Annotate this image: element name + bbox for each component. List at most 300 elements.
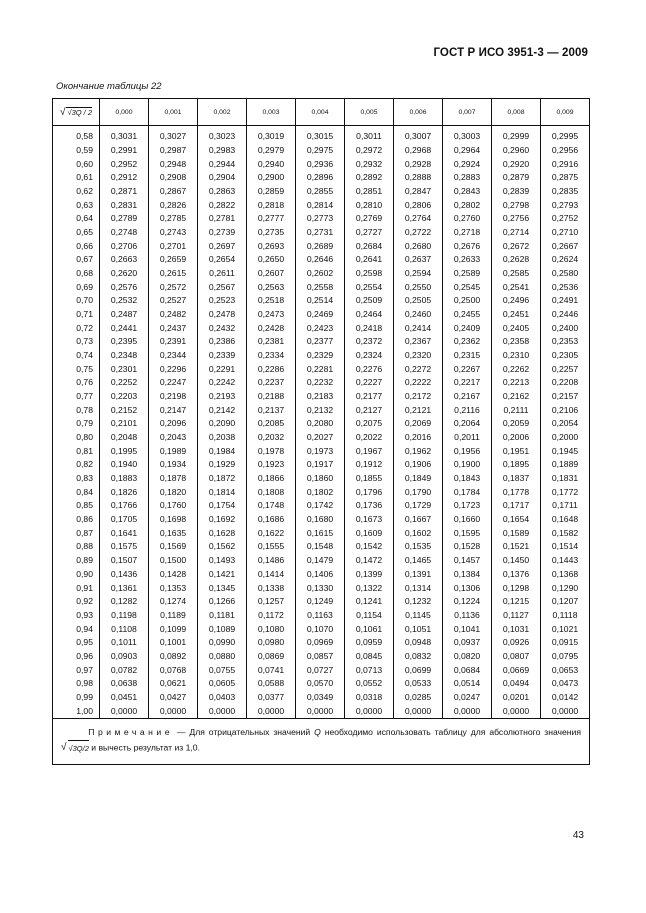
table-cell: 0,2637: [394, 253, 443, 267]
table-cell: 0,1080: [247, 622, 296, 636]
table-cell: 0,2059: [492, 417, 541, 431]
table-cell: 0,1736: [345, 499, 394, 513]
table-cell: 0,1241: [345, 595, 394, 609]
table-cell: 0,2111: [492, 403, 541, 417]
table-cell: 0,1051: [394, 622, 443, 636]
row-label: 0,73: [53, 335, 100, 349]
table-cell: 0,2701: [149, 239, 198, 253]
table-cell: 0,2022: [345, 431, 394, 445]
row-label: 0,96: [53, 650, 100, 664]
table-cell: 0,1257: [247, 595, 296, 609]
table-cell: 0,2080: [296, 417, 345, 431]
table-cell: 0,2315: [443, 349, 492, 363]
table-cell: 0,2987: [149, 144, 198, 158]
table-cell: 0,2418: [345, 321, 394, 335]
table-cell: 0,0247: [443, 691, 492, 705]
row-label: 0,83: [53, 472, 100, 486]
table-cell: 0,2855: [296, 185, 345, 199]
table-cell: 0,2509: [345, 294, 394, 308]
table-cell: 0,3015: [296, 130, 345, 144]
table-cell: 0,2532: [100, 294, 149, 308]
table-cell: 0,1895: [492, 458, 541, 472]
table-cell: 0,1967: [345, 444, 394, 458]
table-cell: 0,2064: [443, 417, 492, 431]
row-label: 0,79: [53, 417, 100, 431]
table-cell: 0,2764: [394, 212, 443, 226]
table-cell: 0,1031: [492, 622, 541, 636]
table-cell: 0,2460: [394, 308, 443, 322]
table-cell: 0,1021: [541, 622, 590, 636]
table-cell: 0,1189: [149, 609, 198, 623]
table-row: [53, 198, 590, 212]
table-cell: 0,2960: [492, 144, 541, 158]
table-cell: 0,2377: [296, 335, 345, 349]
table-cell: 0,2281: [296, 362, 345, 376]
table-cell: 0,2722: [394, 226, 443, 240]
row-label: 0,99: [53, 691, 100, 705]
table-cell: 0,2203: [100, 390, 149, 404]
table-cell: 0,1673: [345, 513, 394, 527]
table-cell: 0,2892: [345, 171, 394, 185]
table-cell: 0,2818: [247, 198, 296, 212]
table-cell: 0,1562: [198, 540, 247, 554]
table-cell: 0,1428: [149, 568, 198, 582]
table-cell: 0,2090: [198, 417, 247, 431]
document-standard-code: ГОСТ Р ИСО 3951-3 — 2009: [433, 47, 588, 59]
table-cell: 0,0684: [443, 663, 492, 677]
table-cell: 0,2781: [198, 212, 247, 226]
table-row: [53, 472, 590, 486]
table-cell: 0,0741: [247, 663, 296, 677]
table-cell: 0,2101: [100, 417, 149, 431]
table-cell: 0,2305: [541, 349, 590, 363]
table-cell: 0,0969: [296, 636, 345, 650]
radical-icon: √: [59, 106, 66, 118]
table-cell: 0,2301: [100, 362, 149, 376]
table-cell: 0,2500: [443, 294, 492, 308]
table-cell: 0,1784: [443, 485, 492, 499]
table-cell: 0,0990: [198, 636, 247, 650]
row-label: 0,71: [53, 308, 100, 322]
table-cell: 0,0926: [492, 636, 541, 650]
table-cell: 0,2400: [541, 321, 590, 335]
table-row: [53, 335, 590, 349]
table-cell: 0,2798: [492, 198, 541, 212]
table-cell: 0,2469: [296, 308, 345, 322]
table-cell: 0,0605: [198, 677, 247, 691]
table-cell: 0,2615: [149, 267, 198, 281]
table-cell: 0,1472: [345, 554, 394, 568]
table-cell: 0,1878: [149, 472, 198, 486]
table-cell: 0,1742: [296, 499, 345, 513]
table-row: [53, 171, 590, 185]
table-row: [53, 581, 590, 595]
row-label: 0,94: [53, 622, 100, 636]
table-cell: 0,0349: [296, 691, 345, 705]
table-cell: 0,1609: [345, 526, 394, 540]
table-cell: 0,2142: [198, 403, 247, 417]
table-cell: 0,2147: [149, 403, 198, 417]
table-cell: 0,1061: [345, 622, 394, 636]
table-cell: 0,2611: [198, 267, 247, 281]
table-cell: 0,0318: [345, 691, 394, 705]
table-row: [53, 431, 590, 445]
column-header: 0,007: [443, 99, 492, 126]
table-cell: 0,2806: [394, 198, 443, 212]
table-cell: 0,1521: [492, 540, 541, 554]
table-row: [53, 677, 590, 691]
row-label: 0,76: [53, 376, 100, 390]
table-cell: 0,2718: [443, 226, 492, 240]
table-cell: 0,2324: [345, 349, 394, 363]
table-cell: 0,2936: [296, 157, 345, 171]
table-row: [53, 212, 590, 226]
table-cell: 0,1826: [100, 485, 149, 499]
table-cell: 0,1306: [443, 581, 492, 595]
table-row: [53, 485, 590, 499]
table-cell: 0,2032: [247, 431, 296, 445]
note-text-part2: необходимо использовать таблицу для абсолютного значения: [320, 726, 581, 737]
table-cell: 0,1790: [394, 485, 443, 499]
table-cell: 0,2802: [443, 198, 492, 212]
table-cell: 0,1249: [296, 595, 345, 609]
table-cell: 0,2594: [394, 267, 443, 281]
table-cell: 0,2563: [247, 280, 296, 294]
table-cell: 0,0621: [149, 677, 198, 691]
row-label: 0,82: [53, 458, 100, 472]
table-cell: 0,0915: [541, 636, 590, 650]
row-label: 1,00: [53, 704, 100, 718]
table-cell: 0,2822: [198, 198, 247, 212]
table-cell: 0,2839: [492, 185, 541, 199]
table-cell: 0,2423: [296, 321, 345, 335]
table-cell: 0,2276: [345, 362, 394, 376]
table-cell: 0,2482: [149, 308, 198, 322]
table-cell: 0,1717: [492, 499, 541, 513]
table-cell: 0,2739: [198, 226, 247, 240]
table-cell: 0,2455: [443, 308, 492, 322]
table-cell: 0,2620: [100, 267, 149, 281]
table-cell: 0,1172: [247, 609, 296, 623]
table-cell: 0,1654: [492, 513, 541, 527]
table-cell: 0,2478: [198, 308, 247, 322]
table-cell: 0,2344: [149, 349, 198, 363]
table-cell: 0,2116: [443, 403, 492, 417]
table-cell: 0,2391: [149, 335, 198, 349]
table-cell: 0,1686: [247, 513, 296, 527]
table-cell: 0,0000: [296, 704, 345, 718]
table-row: [53, 663, 590, 677]
table-cell: 0,3019: [247, 130, 296, 144]
row-label: 0,67: [53, 253, 100, 267]
column-header: 0,003: [247, 99, 296, 126]
table-row: [53, 308, 590, 322]
table-cell: 0,2137: [247, 403, 296, 417]
table-cell: 0,1528: [443, 540, 492, 554]
table-cell: 0,0948: [394, 636, 443, 650]
table-cell: 0,2785: [149, 212, 198, 226]
row-label: 0,72: [53, 321, 100, 335]
table-cell: 0,0937: [443, 636, 492, 650]
table-cell: 0,1154: [345, 609, 394, 623]
table-cell: 0,2883: [443, 171, 492, 185]
table-cell: 0,2198: [149, 390, 198, 404]
table-cell: 0,0000: [198, 704, 247, 718]
table-cell: 0,1465: [394, 554, 443, 568]
table-cell: 0,1500: [149, 554, 198, 568]
table-cell: 0,1376: [492, 568, 541, 582]
table-row: [53, 239, 590, 253]
table-cell: 0,2227: [345, 376, 394, 390]
sqrt-3q-over-2-symbol: [60, 107, 92, 118]
table-cell: 0,2193: [198, 390, 247, 404]
table-cell: 0,1070: [296, 622, 345, 636]
table-cell: 0,1542: [345, 540, 394, 554]
row-label: 0,64: [53, 212, 100, 226]
table-cell: 0,2491: [541, 294, 590, 308]
corner-symbol-text: √3Q / 2: [67, 108, 93, 117]
table-cell: 0,1215: [492, 595, 541, 609]
table-cell: 0,2310: [492, 349, 541, 363]
table-cell: 0,0880: [198, 650, 247, 664]
table-cell: 0,2814: [296, 198, 345, 212]
table-cell: 0,0713: [345, 663, 394, 677]
row-label: 0,91: [53, 581, 100, 595]
table-cell: 0,2372: [345, 335, 394, 349]
table-cell: 0,2628: [492, 253, 541, 267]
column-header: 0,000: [100, 99, 149, 126]
table-cell: 0,2879: [492, 171, 541, 185]
table-cell: 0,1089: [198, 622, 247, 636]
table-cell: 0,2859: [247, 185, 296, 199]
table-cell: 0,2684: [345, 239, 394, 253]
table-cell: 0,1698: [149, 513, 198, 527]
table-cell: 0,2896: [296, 171, 345, 185]
table-cell: 0,2085: [247, 417, 296, 431]
table-cell: 0,0782: [100, 663, 149, 677]
table-cell: 0,0669: [492, 663, 541, 677]
table-cell: 0,0588: [247, 677, 296, 691]
table-cell: 0,2598: [345, 267, 394, 281]
table-cell: 0,1951: [492, 444, 541, 458]
table-cell: 0,1384: [443, 568, 492, 582]
table-cell: 0,1368: [541, 568, 590, 582]
table-cell: 0,1314: [394, 581, 443, 595]
table-cell: 0,0403: [198, 691, 247, 705]
table-cell: 0,2972: [345, 144, 394, 158]
table-cell: 0,0980: [247, 636, 296, 650]
table-row: [53, 609, 590, 623]
table-cell: 0,2545: [443, 280, 492, 294]
table-cell: 0,1843: [443, 472, 492, 486]
table-cell: 0,2518: [247, 294, 296, 308]
table-cell: 0,1729: [394, 499, 443, 513]
table-row: [53, 280, 590, 294]
table-cell: 0,2217: [443, 376, 492, 390]
table-cell: 0,1995: [100, 444, 149, 458]
table-cell: 0,2667: [541, 239, 590, 253]
table-cell: 0,2432: [198, 321, 247, 335]
table-cell: 0,1814: [198, 485, 247, 499]
table-cell: 0,0653: [541, 663, 590, 677]
table-header-row: [53, 99, 590, 126]
table-cell: 0,2607: [247, 267, 296, 281]
table-cell: 0,1917: [296, 458, 345, 472]
table-cell: 0,2262: [492, 362, 541, 376]
table-cell: 0,2267: [443, 362, 492, 376]
row-label: 0,81: [53, 444, 100, 458]
table-cell: 0,1353: [149, 581, 198, 595]
table-cell: 0,0000: [100, 704, 149, 718]
table-cell: 0,2106: [541, 403, 590, 417]
table-cell: 0,2835: [541, 185, 590, 199]
table-cell: 0,1929: [198, 458, 247, 472]
table-cell: 0,1923: [247, 458, 296, 472]
table-cell: 0,3023: [198, 130, 247, 144]
table-row: [53, 130, 590, 144]
table-cell: 0,1883: [100, 472, 149, 486]
table-cell: 0,1989: [149, 444, 198, 458]
table-cell: 0,1266: [198, 595, 247, 609]
table-cell: 0,1628: [198, 526, 247, 540]
table-cell: 0,1622: [247, 526, 296, 540]
table-row: [53, 622, 590, 636]
row-label: 0,77: [53, 390, 100, 404]
table-cell: 0,0000: [443, 704, 492, 718]
table-cell: 0,1361: [100, 581, 149, 595]
row-label: 0,74: [53, 349, 100, 363]
table-cell: 0,0000: [394, 704, 443, 718]
table-cell: 0,1778: [492, 485, 541, 499]
table-cell: 0,0892: [149, 650, 198, 664]
table-cell: 0,1872: [198, 472, 247, 486]
row-label: 0,60: [53, 157, 100, 171]
table-cell: 0,2395: [100, 335, 149, 349]
row-label: 0,78: [53, 403, 100, 417]
note-variable: Q: [314, 726, 321, 737]
table-cell: 0,2011: [443, 431, 492, 445]
table-cell: 0,2272: [394, 362, 443, 376]
table-cell: 0,2367: [394, 335, 443, 349]
table-cell: 0,2096: [149, 417, 198, 431]
table-cell: 0,1860: [296, 472, 345, 486]
table-cell: 0,1548: [296, 540, 345, 554]
table-cell: 0,2121: [394, 403, 443, 417]
table-cell: 0,2975: [296, 144, 345, 158]
table-cell: 0,1282: [100, 595, 149, 609]
table-cell: 0,2928: [394, 157, 443, 171]
table-cell: 0,2940: [247, 157, 296, 171]
table-cell: 0,1399: [345, 568, 394, 582]
table-cell: 0,2038: [198, 431, 247, 445]
table-cell: 0,0638: [100, 677, 149, 691]
table-row: [53, 390, 590, 404]
table-cell: 0,2871: [100, 185, 149, 199]
row-label: 0,88: [53, 540, 100, 554]
table-cell: 0,0451: [100, 691, 149, 705]
table-cell: 0,2932: [345, 157, 394, 171]
table-cell: 0,1837: [492, 472, 541, 486]
table-cell: 0,2572: [149, 280, 198, 294]
table-cell: 0,2948: [149, 157, 198, 171]
table-cell: 0,2641: [345, 253, 394, 267]
table-cell: 0,0807: [492, 650, 541, 664]
table-cell: 0,1900: [443, 458, 492, 472]
table-cell: 0,2213: [492, 376, 541, 390]
table-cell: 0,1680: [296, 513, 345, 527]
row-label: 0,98: [53, 677, 100, 691]
column-header: 0,004: [296, 99, 345, 126]
table-cell: 0,0727: [296, 663, 345, 677]
table-cell: 0,2875: [541, 171, 590, 185]
table-cell: 0,1001: [149, 636, 198, 650]
table-cell: 0,2900: [247, 171, 296, 185]
table-cell: 0,2968: [394, 144, 443, 158]
table-cell: 0,2222: [394, 376, 443, 390]
table-row: [53, 349, 590, 363]
table-row: [53, 636, 590, 650]
table-cell: 0,2920: [492, 157, 541, 171]
table-cell: 0,2646: [296, 253, 345, 267]
table-cell: 0,2541: [492, 280, 541, 294]
table-cell: 0,1705: [100, 513, 149, 527]
table-cell: 0,2752: [541, 212, 590, 226]
note-radical-icon: √: [61, 742, 67, 754]
table-cell: 0,2663: [100, 253, 149, 267]
table-cell: 0,1391: [394, 568, 443, 582]
table-cell: 0,2132: [296, 403, 345, 417]
table-row: [53, 321, 590, 335]
row-label: 0,59: [53, 144, 100, 158]
table-cell: 0,2659: [149, 253, 198, 267]
table-cell: 0,3027: [149, 130, 198, 144]
table-cell: 0,3003: [443, 130, 492, 144]
table-cell: 0,2676: [443, 239, 492, 253]
table-cell: 0,2979: [247, 144, 296, 158]
table-cell: 0,0427: [149, 691, 198, 705]
row-label: 0,86: [53, 513, 100, 527]
table-cell: 0,2650: [247, 253, 296, 267]
row-label: 0,87: [53, 526, 100, 540]
table-row: [53, 513, 590, 527]
table-cell: 0,0768: [149, 663, 198, 677]
table-cell: 0,1099: [149, 622, 198, 636]
table-cell: 0,1163: [296, 609, 345, 623]
column-header: 0,006: [394, 99, 443, 126]
table-cell: 0,1041: [443, 622, 492, 636]
table-cell: 0,2441: [100, 321, 149, 335]
table-cell: 0,2487: [100, 308, 149, 322]
row-label: 0,92: [53, 595, 100, 609]
table-row: [53, 526, 590, 540]
table-cell: 0,0473: [541, 677, 590, 691]
row-label: 0,93: [53, 609, 100, 623]
table-cell: 0,1802: [296, 485, 345, 499]
table-cell: 0,0000: [247, 704, 296, 718]
table-cell: 0,1575: [100, 540, 149, 554]
table-cell: 0,1796: [345, 485, 394, 499]
table-cell: 0,2188: [247, 390, 296, 404]
table-cell: 0,0377: [247, 691, 296, 705]
table-cell: 0,0845: [345, 650, 394, 664]
table-cell: 0,2706: [100, 239, 149, 253]
table-cell: 0,2991: [100, 144, 149, 158]
table-cell: 0,2172: [394, 390, 443, 404]
table-cell: 0,1962: [394, 444, 443, 458]
table-cell: 0,1940: [100, 458, 149, 472]
table-cell: 0,1136: [443, 609, 492, 623]
table-cell: 0,0142: [541, 691, 590, 705]
